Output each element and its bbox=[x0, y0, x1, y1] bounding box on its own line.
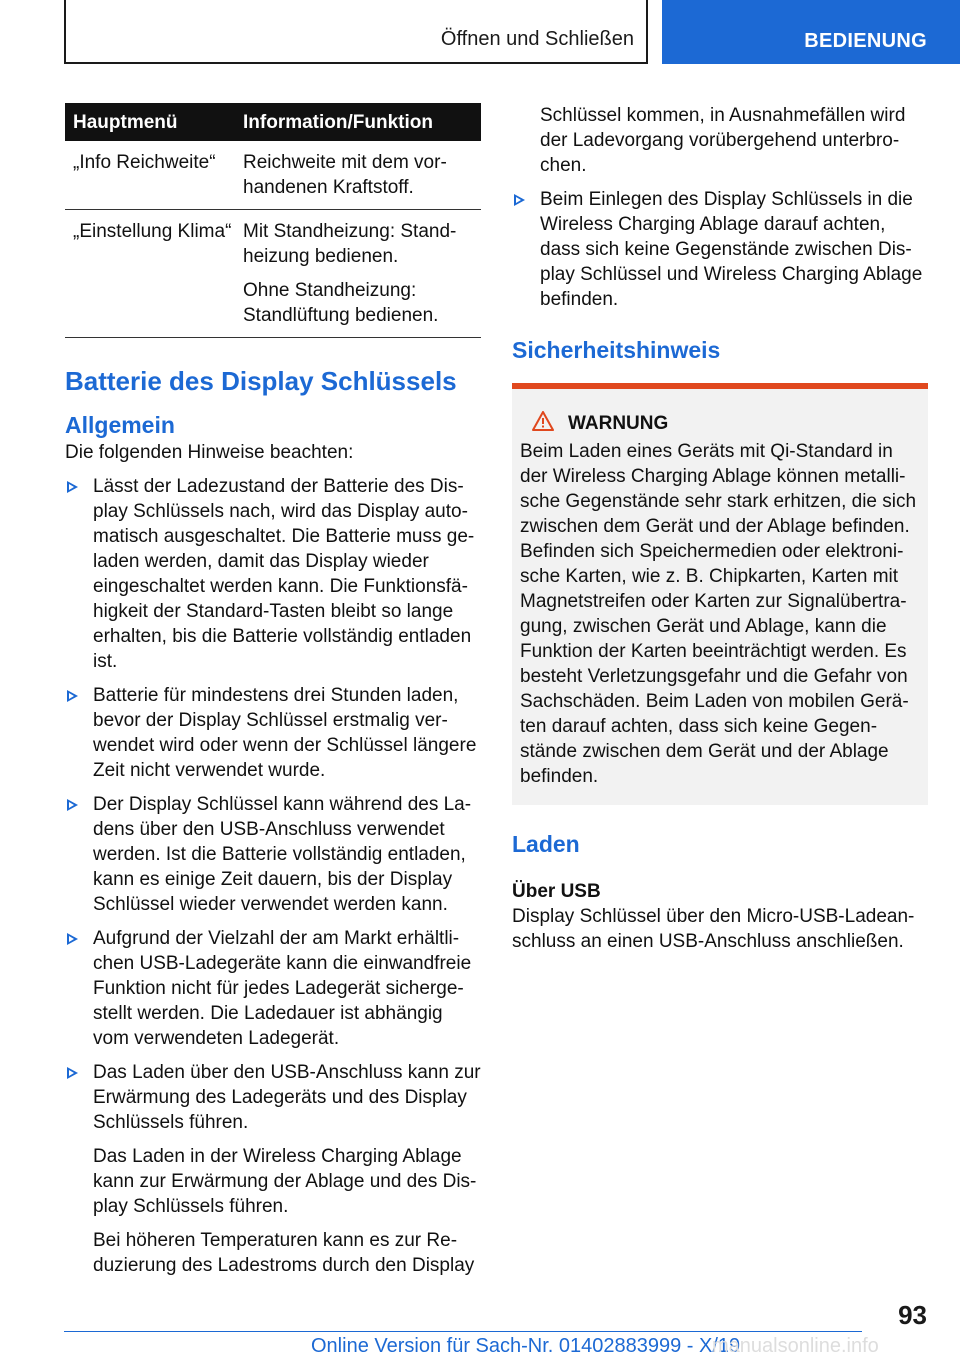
table-cell-info bbox=[235, 210, 481, 338]
list-item-text: Aufgrund der Vielzahl der am Markt erhältlichen USB-Ladegeräte kann die einwandfreie Funktion nicht für jedes Ladegerät sichergestellt werden. Die Ladedauer ist abhängig vom verwendeten Ladegerät. bbox=[93, 928, 472, 1049]
warning-box bbox=[512, 383, 928, 805]
list-item-text: Bei höheren Temperaturen kann es zur Reduzierung des Ladestroms durch den Display bbox=[93, 1230, 475, 1276]
table-cell-text: Mit Standheizung: Standheizung bedienen. bbox=[243, 221, 457, 267]
header-chapter-tab bbox=[662, 0, 960, 64]
general-subsection-title: Allgemein bbox=[65, 412, 175, 438]
footer-divider bbox=[64, 1331, 862, 1332]
table-header-menu: Hauptmenü bbox=[65, 103, 235, 141]
right-column bbox=[512, 103, 928, 954]
menu-table bbox=[65, 103, 481, 338]
warning-header bbox=[520, 411, 920, 437]
list-item bbox=[65, 1060, 481, 1278]
list-item bbox=[65, 926, 481, 1051]
warning-triangle-icon bbox=[532, 411, 554, 438]
battery-intro-text: Die folgenden Hinweise beachten: bbox=[65, 442, 354, 463]
triangle-bullet-icon bbox=[67, 481, 78, 493]
usb-instruction-text: Display Schlüssel über den Micro-USB-Ladeanschluss an einen USB-Anschluss anschließen. bbox=[512, 906, 915, 952]
header-section-title: Öffnen und Schließen bbox=[440, 28, 634, 50]
triangle-bullet-icon bbox=[67, 1067, 78, 1079]
list-item bbox=[512, 187, 928, 312]
table-cell-text: Ohne Standheizung: Standlüftung bedienen. bbox=[243, 280, 439, 326]
battery-notes-list bbox=[65, 474, 481, 1278]
header-chapter-label: BEDIENUNG bbox=[804, 30, 927, 52]
table-row bbox=[65, 141, 481, 210]
safety-section-title: Sicherheitshinweis bbox=[512, 337, 721, 363]
table-cell-menu: „Info Reichweite“ bbox=[65, 141, 235, 210]
list-item bbox=[65, 683, 481, 783]
list-item-text: Das Laden in der Wireless Charging Ablage kann zur Erwärmung der Ablage und des Display Schlüssels führen. bbox=[93, 1146, 477, 1217]
triangle-bullet-icon bbox=[514, 194, 525, 206]
usb-subsection-title: Über USB bbox=[512, 881, 601, 902]
table-header-row bbox=[65, 103, 481, 141]
continuation-text: Schlüssel kommen, in Ausnahmefällen wird der Ladevorgang vorübergehend unterbrochen. bbox=[540, 105, 906, 176]
list-item bbox=[65, 792, 481, 917]
triangle-bullet-icon bbox=[67, 690, 78, 702]
table-cell-menu: „Einstellung Klima“ bbox=[65, 210, 235, 338]
charging-section-title: Laden bbox=[512, 831, 580, 857]
table-row bbox=[65, 210, 481, 338]
table-header-info: Information/Funktion bbox=[235, 103, 481, 141]
left-column bbox=[65, 103, 481, 1287]
warning-label: WARNUNG bbox=[568, 413, 669, 434]
footer-watermark: manualsonline.info bbox=[712, 1335, 879, 1357]
warning-text: Beim Laden eines Geräts mit Qi-Standard in der Wireless Charging Ablage können metallische Gegenstände sehr stark erhitzen, die sich zwischen dem Gerät und der Ablage befinden. Befinden sich Speichermedien oder elektronische Karten, wie z. B. Chipkarten, Karten mit Magnetstreifen oder Karten zur Signalübertragung, zwischen Gerät und Ablage, kann die Funktion der Karten beeinträchtigt werden. Es besteht Verletzungsgefahr und die Gefahr von Sachschäden. Beim Laden von mobilen Geräten darauf achten, dass sich keine Gegenstände zwischen dem Gerät und der Ablage befinden. bbox=[520, 441, 917, 787]
table-cell-info bbox=[235, 141, 481, 210]
table-cell-text: Reichweite mit dem vorhandenen Kraftstoff. bbox=[243, 152, 447, 198]
battery-section-title: Batterie des Display Schlüssels bbox=[65, 366, 457, 396]
charging-notes-list bbox=[512, 187, 928, 312]
list-item-text: Der Display Schlüssel kann während des Ladens über den USB-Anschluss verwendet werden. Ist die Batterie vollständig entladen, kann es einige Zeit dauern, bis der Display Schlüssel wieder verwendet werden kann. bbox=[93, 794, 472, 915]
page-number: 93 bbox=[898, 1300, 927, 1330]
triangle-bullet-icon bbox=[67, 933, 78, 945]
list-item-text: Beim Einlegen des Display Schlüssels in die Wireless Charging Ablage darauf achten, dass sich keine Gegenstände zwischen Display Schlüssel und Wireless Charging Ablage befinden. bbox=[540, 189, 923, 310]
header-section-box bbox=[64, 0, 648, 64]
triangle-bullet-icon bbox=[67, 799, 78, 811]
list-item-text: Batterie für mindestens drei Stunden laden, bevor der Display Schlüssel erstmalig verwendet wird oder wenn der Schlüssel längere Zeit nicht verwendet wurde. bbox=[93, 685, 477, 781]
list-item-text: Das Laden über den USB-Anschluss kann zur Erwärmung des Ladegeräts und des Display Schlüssels führen. bbox=[93, 1062, 481, 1133]
list-item-text: Lässt der Ladezustand der Batterie des Display Schlüssels nach, wird das Display automatisch ausgeschaltet. Die Batterie muss geladen werden, damit das Display wieder eingeschaltet werden kann. Die Funktionsfähigkeit der Standard-Tasten bleibt so lange erhalten, bis die Batterie vollständig entladen ist. bbox=[93, 476, 475, 672]
footer-online-version: Online Version für Sach-Nr. 01402883999 - X/19 bbox=[311, 1335, 741, 1357]
list-item bbox=[65, 474, 481, 674]
